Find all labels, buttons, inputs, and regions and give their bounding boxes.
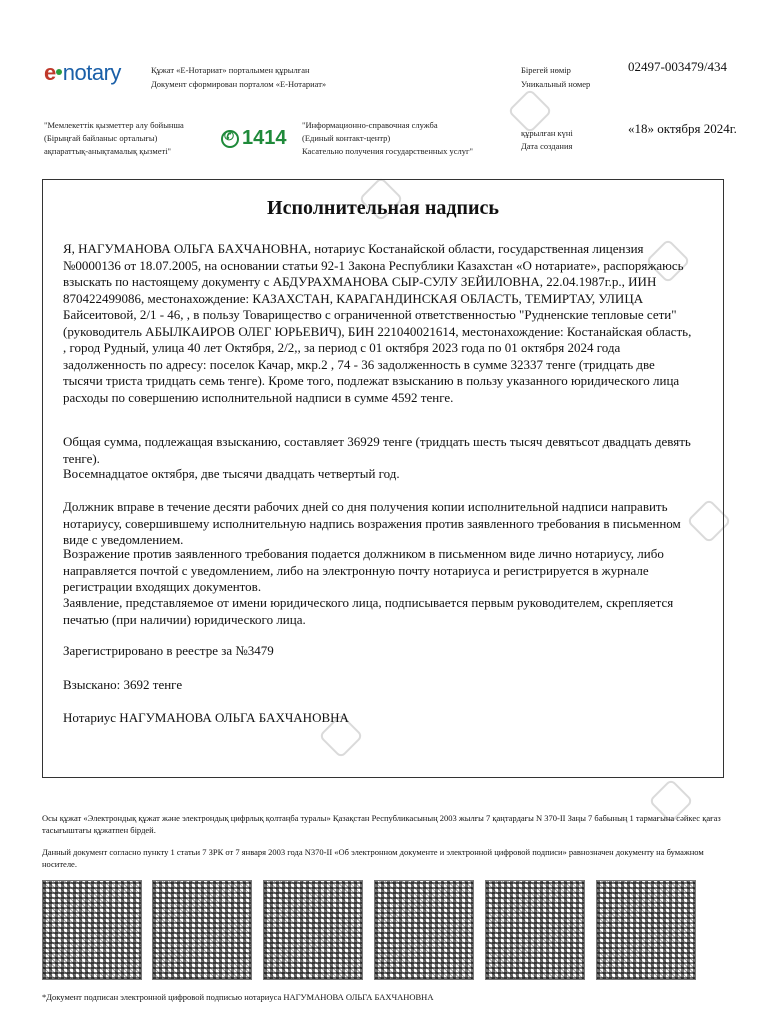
qr-code <box>374 880 474 980</box>
service-info-ru <box>302 119 512 158</box>
paragraph-objection-2: Возражение против заявленного требования подается должником в письменном виде лично нотариусу, либо направляется почтой с уведомлением, либо на электронную почту нотариуса и регистрируется в журнале регистрации входящих документов. <box>63 546 664 594</box>
date-label-kz: құрылған күні <box>521 128 573 138</box>
contact-phone <box>221 127 287 150</box>
service-ru-line: "Информационно-справочная служба <box>302 120 438 130</box>
phone-icon <box>221 130 239 148</box>
paragraph-objection-1: Должник вправе в течение десяти рабочих дней со дня получения копии исполнительной надписи направить нотариусу, совершившему исполнительную надпись возражения против заявленного требования в письменном виде с уведомлением. <box>63 499 681 547</box>
service-ru-line: Касательно получения государственных услуг" <box>302 146 473 156</box>
service-kz-line: "Мемлекеттік қызметтер алу бойынша <box>44 120 184 130</box>
uid-label-kz: Бірегей нөмір <box>521 65 571 75</box>
qr-code <box>596 880 696 980</box>
service-info-kz <box>44 119 214 158</box>
document-title: Исполнительная надпись <box>267 197 499 219</box>
qr-code <box>152 880 252 980</box>
phone-number: 1414 <box>242 127 287 149</box>
service-kz-line: ақпараттық-анықтамалық қызметі" <box>44 146 172 156</box>
portal-note-ru: Документ сформирован порталом «Е-Нотариат» <box>151 79 327 89</box>
uid-label-ru: Уникальный номер <box>521 79 591 89</box>
paragraph-date: Восемнадцатое октября, две тысячи двадцать четвертый год. <box>63 466 400 481</box>
service-ru-line: (Единый контакт-центр) <box>302 133 391 143</box>
collected-amount: Взыскано: 3692 тенге <box>63 677 183 692</box>
portal-note-kz: Құжат «Е-Нотариат» порталымен құрылған <box>151 65 310 75</box>
logo-e: e <box>44 60 56 85</box>
logo-text: notary <box>62 60 121 85</box>
signature-note: *Документ подписан электронной цифровой подписью нотариуса НАГУМАНОВА ОЛЬГА БАХЧАНОВНА <box>42 992 434 1002</box>
qr-code <box>263 880 363 980</box>
qr-code <box>42 880 142 980</box>
date-label-ru: Дата создания <box>521 141 573 151</box>
qr-code <box>485 880 585 980</box>
logo-dot-icon <box>56 69 62 75</box>
registry-number: Зарегистрировано в реестре за №3479 <box>63 643 274 658</box>
paragraph-total: Общая сумма, подлежащая взысканию, составляет 36929 тенге (тридцать шесть тысяч девятьсот двадцать девять тенге). <box>63 434 691 466</box>
paragraph-main: Я, НАГУМАНОВА ОЛЬГА БАХЧАНОВНА, нотариус Костанайской области, государственная лицензия №0000136 от 18.07.2005, на основании статьи 92-1 Закона Республики Казахстан «О нотариате», распоряжаюсь взыскать по настоящему документу с АБДУРАХМАНОВА СЫР-СУЛУ ЗЕЙИЛОВНА, 22.04.1987г.р., ИИН 870422499086, местонахождение: КАЗАХСТАН, КАРАГАНДИНСКАЯ ОБЛАСТЬ, ТЕМИРТАУ, УЛИЦА Байсеитовой, 2/1 - 46, , в пользу Товарищество с ограниченной ответственностью "Рудненские тепловые сети" (руководитель АБЫЛКАИРОВ ОЛЕГ ЮРЬЕВИЧ), БИН 221040021614, местонахождение: Костанайская область, , город Рудный, улица 40 лет Октября, 2/2,, за период с 01 октября 2023 года по 01 октября 2024 года задолженность по адресу: поселок Качар, мкр.2 , 74 - 36 задолженность в сумме 32337 тенге (тридцать две тысячи триста тридцать семь тенге). Кроме того, подлежат взысканию в пользу указанного юридического лица расходы по совершению исполнительной надписи в сумме 4592 тенге. <box>63 241 692 405</box>
enotary-logo <box>44 60 121 86</box>
notary-name: Нотариус НАГУМАНОВА ОЛЬГА БАХЧАНОВНА <box>63 710 349 725</box>
creation-date: «18» октября 2024г. <box>628 121 737 136</box>
legal-note-ru: Данный документ согласно пункту 1 статьи 7 ЗРК от 7 января 2003 года N370-II «Об электронном документе и электронной цифровой подписи» равнозначен документу на бумажном носителе. <box>42 847 704 869</box>
legal-note-kz: Осы құжат «Электрондық құжат және электрондық цифрлық қолтаңба туралы» Қазақстан Республикасының 2003 жылғы 7 қаңтардағы N 370-II Заңы 7 бабының 1 тармағына сәйкес қағаз тасығыштағы құжатпен бірдей. <box>42 813 721 835</box>
unique-number: 02497-003479/434 <box>628 59 727 74</box>
paragraph-objection-3: Заявление, представляемое от имени юридического лица, подписывается первым руководителем, скрепляется печатью (при наличии) юридического лица. <box>63 595 674 627</box>
service-kz-line: (Бірыңғай байланыс орталығы) <box>44 133 158 143</box>
